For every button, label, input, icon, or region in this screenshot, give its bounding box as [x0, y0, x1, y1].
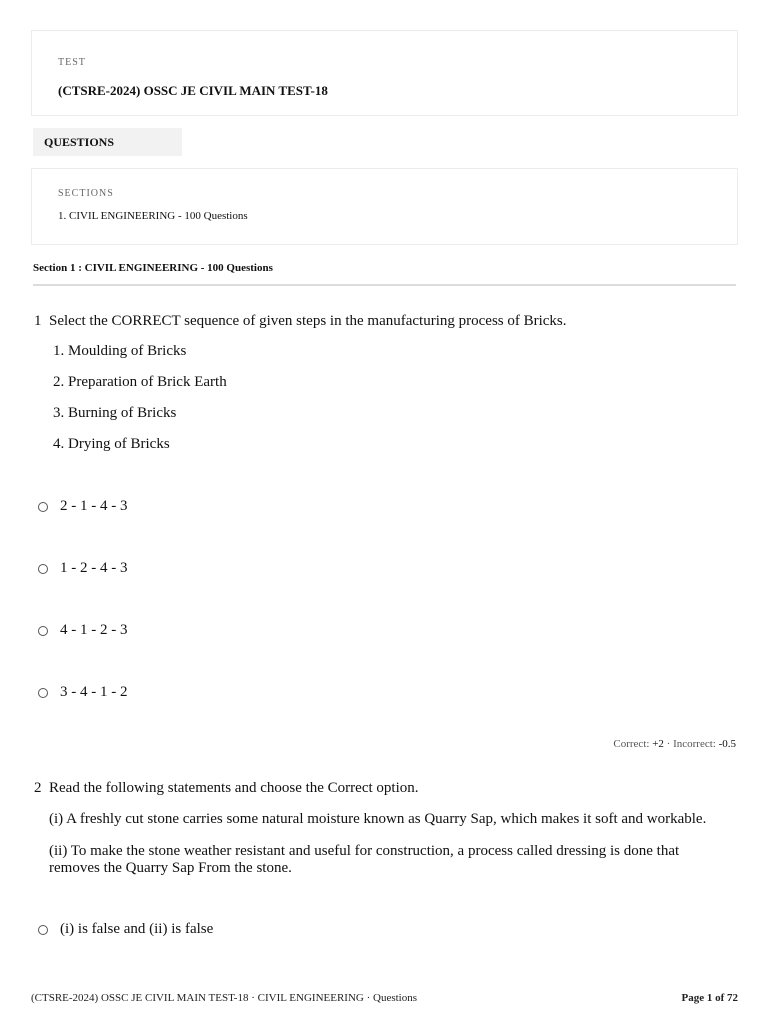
- question-statement: (ii) To make the stone weather resistant and useful for construction, a process called dressing is done that: [49, 843, 680, 859]
- option-label: 4 - 1 - 2 - 3: [60, 622, 128, 638]
- question-step: 3. Burning of Bricks: [53, 405, 177, 421]
- radio-button[interactable]: [38, 925, 48, 935]
- questions-tab[interactable]: QUESTIONS: [33, 128, 182, 156]
- option-label: 1 - 2 - 4 - 3: [60, 560, 128, 576]
- question-number: 2: [34, 780, 42, 796]
- section-divider: [33, 284, 736, 286]
- section-heading: Section 1 : CIVIL ENGINEERING - 100 Questions: [33, 262, 273, 274]
- test-label: TEST: [58, 57, 86, 68]
- option-label: 2 - 1 - 4 - 3: [60, 498, 128, 514]
- sections-card: [31, 168, 738, 245]
- question-number: 1: [34, 313, 42, 329]
- question-step: 1. Moulding of Bricks: [53, 343, 187, 359]
- radio-button[interactable]: [38, 564, 48, 574]
- radio-button[interactable]: [38, 502, 48, 512]
- option-label: (i) is false and (ii) is false: [60, 921, 214, 937]
- section-list-item[interactable]: 1. CIVIL ENGINEERING - 100 Questions: [58, 210, 248, 222]
- sections-label: SECTIONS: [58, 188, 114, 199]
- radio-button[interactable]: [38, 626, 48, 636]
- option-label: 3 - 4 - 1 - 2: [60, 684, 128, 700]
- question-step: 4. Drying of Bricks: [53, 436, 170, 452]
- question-statement-continued: removes the Quarry Sap From the stone.: [49, 860, 292, 876]
- radio-button[interactable]: [38, 688, 48, 698]
- footer-page-number: Page 1 of 72: [681, 992, 738, 1004]
- marks-separator: ·: [666, 738, 671, 750]
- test-title: (CTSRE-2024) OSSC JE CIVIL MAIN TEST-18: [58, 83, 328, 98]
- test-header-card: [31, 30, 738, 116]
- incorrect-value: -0.5: [718, 738, 736, 750]
- question-text: Select the CORRECT sequence of given steps in the manufacturing process of Bricks.: [49, 313, 567, 329]
- incorrect-label: Incorrect:: [673, 738, 716, 750]
- question-text: Read the following statements and choose the Correct option.: [49, 780, 419, 796]
- correct-value: +2: [652, 738, 664, 750]
- question-step: 2. Preparation of Brick Earth: [53, 374, 227, 390]
- marking-scheme: [613, 738, 736, 750]
- correct-label: Correct:: [613, 738, 650, 750]
- footer-document-title: (CTSRE-2024) OSSC JE CIVIL MAIN TEST-18 · CIVIL ENGINEERING · Questions: [31, 992, 417, 1004]
- question-statement: (i) A freshly cut stone carries some natural moisture known as Quarry Sap, which makes it soft and workable.: [49, 811, 707, 827]
